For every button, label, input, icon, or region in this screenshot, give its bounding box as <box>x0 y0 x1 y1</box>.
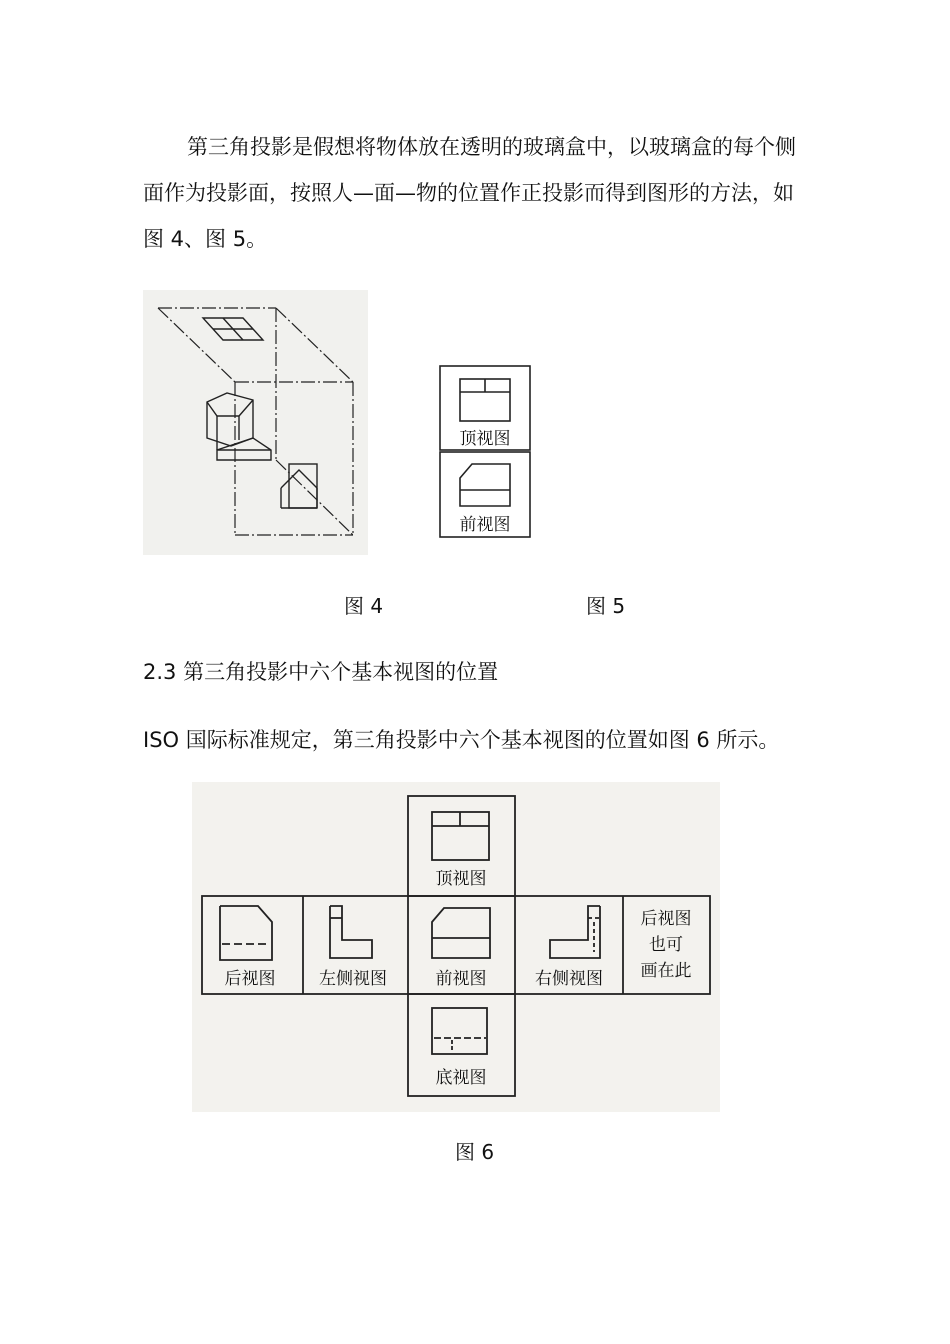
section-heading: 2.3 第三角投影中六个基本视图的位置 <box>143 660 499 684</box>
fig6-rear-label: 后视图 <box>224 969 276 989</box>
fig6-note-line2: 也可 <box>649 935 683 955</box>
fig6-right-label: 右侧视图 <box>535 969 603 989</box>
fig6-front-label: 前视图 <box>435 969 487 989</box>
fig6-caption: 图 6 <box>455 1140 495 1164</box>
fig6-bottom-label: 底视图 <box>435 1068 487 1088</box>
fig6-top-label: 顶视图 <box>435 869 487 889</box>
fig5-caption: 图 5 <box>586 594 626 618</box>
fig5-front-label: 前视图 <box>459 515 511 535</box>
iso-paragraph: ISO 国际标准规定，第三角投影中六个基本视图的位置如图 6 所示。 <box>143 728 780 752</box>
fig6-left-label: 左侧视图 <box>319 969 387 989</box>
intro-paragraph: 第三角投影是假想将物体放在透明的玻璃盒中，以玻璃盒的每个侧面作为投影面，按照人—面—物的位置作正投影而得到图形的方法，如图 4、图 5。 <box>143 135 796 251</box>
fig5-top-label: 顶视图 <box>459 429 511 449</box>
figure-5-views <box>438 364 532 540</box>
fig4-caption: 图 4 <box>344 594 384 618</box>
figure-6-six-views <box>192 782 720 1112</box>
fig6-note-line1: 后视图 <box>640 909 692 929</box>
fig6-note-line3: 画在此 <box>640 961 692 981</box>
figure-4-glass-box <box>143 290 368 555</box>
